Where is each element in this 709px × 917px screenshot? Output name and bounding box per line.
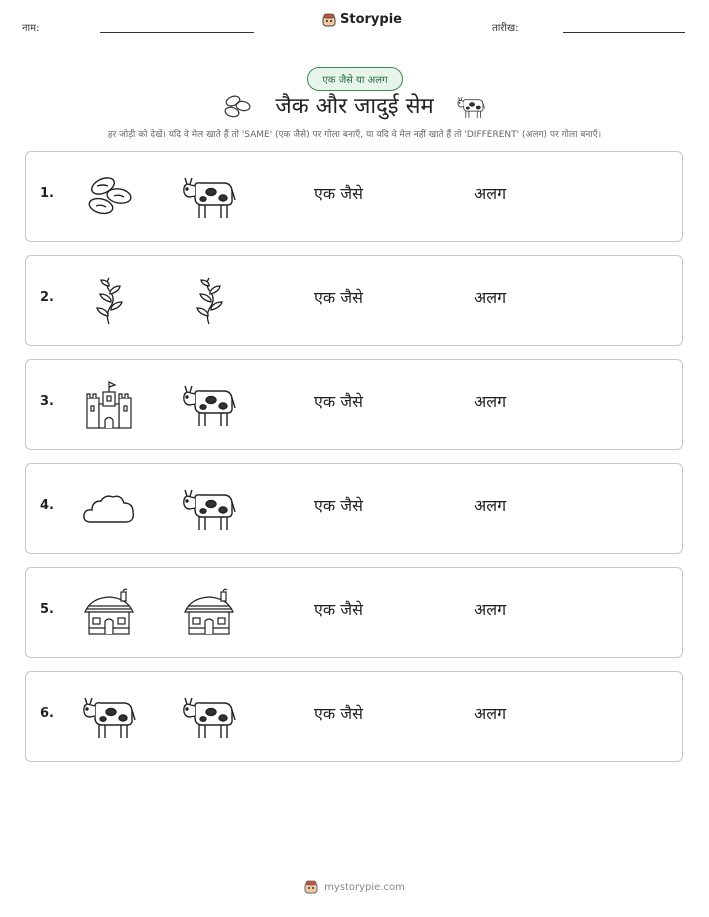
same-option[interactable]: एक जैसे xyxy=(314,496,363,515)
same-option[interactable]: एक जैसे xyxy=(314,288,363,307)
beanstalk-icon xyxy=(181,276,237,326)
brand-logo xyxy=(322,12,402,27)
same-option[interactable]: एक जैसे xyxy=(314,392,363,411)
footer xyxy=(0,880,709,894)
same-option[interactable]: एक जैसे xyxy=(314,184,363,203)
worksheet-row xyxy=(25,255,683,346)
castle-icon xyxy=(81,380,137,430)
different-option[interactable]: अलग xyxy=(474,496,507,515)
worksheet-type-badge: एक जैसे या अलग xyxy=(307,67,403,91)
row-number: 6. xyxy=(40,706,54,721)
row-number: 4. xyxy=(40,498,54,513)
name-line[interactable] xyxy=(100,32,254,33)
beans-icon xyxy=(81,172,137,222)
name-label: नाम: xyxy=(22,23,40,34)
same-option[interactable]: एक जैसे xyxy=(314,704,363,723)
cloud-icon xyxy=(81,484,137,534)
different-option[interactable]: अलग xyxy=(474,184,507,203)
cow-icon xyxy=(455,94,487,120)
worksheet-row xyxy=(25,567,683,658)
worksheet-row xyxy=(25,671,683,762)
page-title: जैक और जादुई सेम xyxy=(275,94,434,119)
cow-icon xyxy=(181,692,237,742)
cow-icon xyxy=(181,380,237,430)
different-option[interactable]: अलग xyxy=(474,288,507,307)
storypie-mascot-icon xyxy=(322,13,336,27)
cottage-icon xyxy=(81,588,137,638)
footer-url: mystorypie.com xyxy=(324,881,405,893)
different-option[interactable]: अलग xyxy=(474,392,507,411)
row-number: 2. xyxy=(40,290,54,305)
cow-icon xyxy=(81,692,137,742)
beanstalk-icon xyxy=(81,276,137,326)
worksheet-row xyxy=(25,151,683,242)
brand-name: Storypie xyxy=(340,12,402,27)
worksheet-row xyxy=(25,359,683,450)
date-label: तारीख: xyxy=(492,23,519,34)
different-option[interactable]: अलग xyxy=(474,600,507,619)
row-number: 3. xyxy=(40,394,54,409)
same-option[interactable]: एक जैसे xyxy=(314,600,363,619)
storypie-mascot-icon xyxy=(304,880,318,894)
cottage-icon xyxy=(181,588,237,638)
cow-icon xyxy=(181,172,237,222)
worksheet-row xyxy=(25,463,683,554)
instructions-text: हर जोड़ी को देखें। यदि वे मेल खाते हैं तो 'SAME' (एक जैसे) पर गोला बनाएँ, या यदि वे मेल नहीं खाते हैं तो 'DIFFERENT' (अलग) पर गोला बनाएँ। xyxy=(107,130,602,140)
different-option[interactable]: अलग xyxy=(474,704,507,723)
date-line[interactable] xyxy=(563,32,685,33)
cow-icon xyxy=(181,484,237,534)
row-number: 1. xyxy=(40,186,54,201)
row-number: 5. xyxy=(40,602,54,617)
